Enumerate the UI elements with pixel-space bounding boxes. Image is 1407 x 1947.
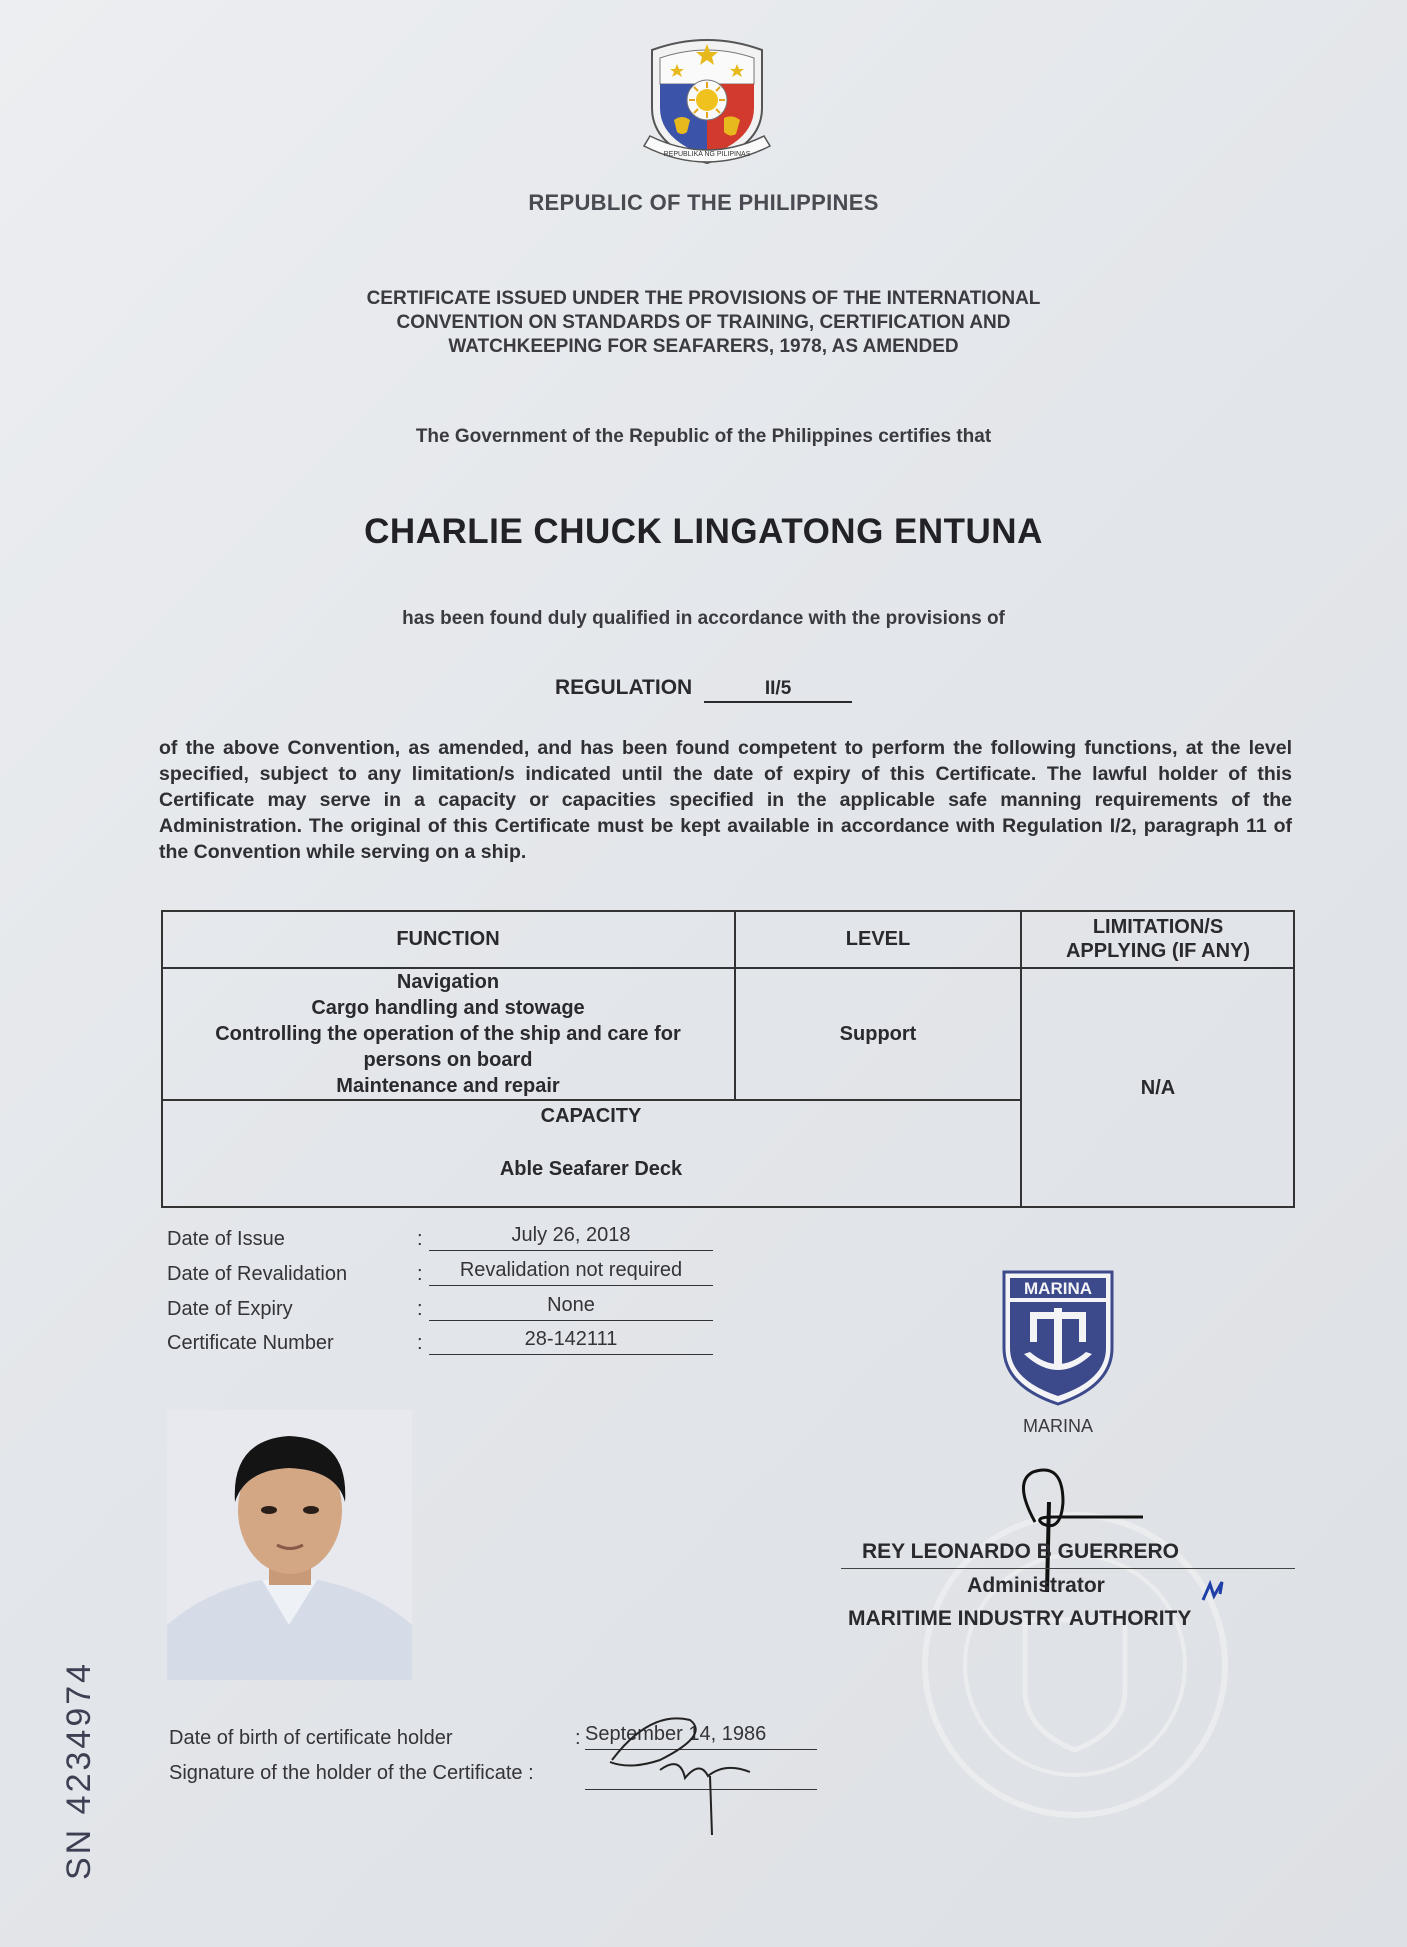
stcw-line-3: WATCHKEEPING FOR SEAFARERS, 1978, AS AMENDED bbox=[448, 336, 959, 357]
marina-logo-text: MARINA bbox=[1024, 1279, 1092, 1298]
level-value: Support bbox=[839, 1022, 917, 1045]
detail-value: July 26, 2018 bbox=[429, 1224, 713, 1251]
holder-photo bbox=[167, 1410, 412, 1680]
detail-label: Date of Issue bbox=[167, 1228, 285, 1250]
anchor-shield-icon bbox=[1000, 1268, 1116, 1408]
detail-value: 28-142111 bbox=[429, 1328, 713, 1355]
holder-name: CHARLIE CHUCK LINGATONG ENTUNA bbox=[364, 512, 1043, 551]
detail-colon: : bbox=[417, 1298, 423, 1320]
dob-value: September 14, 1986 bbox=[585, 1723, 817, 1750]
initial-mark-icon bbox=[1200, 1578, 1230, 1604]
regulation-value: II/5 bbox=[704, 677, 852, 703]
stcw-line-1: CERTIFICATE ISSUED UNDER THE PROVISIONS OF THE INTERNATIONAL bbox=[366, 288, 1041, 309]
detail-label: Certificate Number bbox=[167, 1332, 334, 1354]
official-signature bbox=[993, 1462, 1163, 1592]
marina-caption: MARINA bbox=[1022, 1416, 1093, 1436]
header-limitation bbox=[1021, 910, 1295, 968]
detail-label: Date of Expiry bbox=[167, 1298, 293, 1320]
detail-row-revalidation bbox=[167, 1259, 727, 1291]
official-title: Administrator bbox=[967, 1574, 1105, 1597]
detail-row-expiry bbox=[167, 1294, 727, 1326]
capacity-label: CAPACITY bbox=[540, 1104, 642, 1127]
official-signature-line bbox=[841, 1568, 1295, 1569]
header-limitation-line1: LIMITATION/S bbox=[1092, 916, 1224, 938]
holder-signature bbox=[600, 1700, 770, 1840]
stcw-statement bbox=[0, 287, 1407, 359]
detail-row-issue bbox=[167, 1224, 727, 1256]
functions-table bbox=[161, 910, 1295, 1208]
limitation-value: N/A bbox=[1140, 1076, 1176, 1099]
detail-colon: : bbox=[417, 1332, 423, 1354]
dob-label: Date of birth of certificate holder bbox=[169, 1727, 453, 1749]
capacity-value: Able Seafarer Deck bbox=[499, 1157, 683, 1180]
republic-heading: REPUBLIC OF THE PHILIPPINES bbox=[528, 190, 879, 215]
function-item: Maintenance and repair bbox=[336, 1075, 560, 1097]
philippine-coat-of-arms-icon bbox=[632, 28, 782, 178]
detail-label: Date of Revalidation bbox=[167, 1263, 348, 1285]
function-item: persons on board bbox=[363, 1049, 533, 1071]
header-function: FUNCTION bbox=[396, 927, 500, 950]
detail-colon: : bbox=[417, 1263, 423, 1285]
seal-motto: REPUBLIKA NG PILIPINAS bbox=[663, 151, 751, 158]
regulation-line bbox=[0, 676, 1407, 703]
stcw-line-2: CONVENTION ON STANDARDS OF TRAINING, CERTIFICATION AND bbox=[396, 312, 1011, 333]
detail-value: None bbox=[429, 1294, 713, 1321]
competence-paragraph: of the above Convention, as amended, and has been found competent to perform the following functions, at the level specified, subject to any limitation/s indicated until the date of expiry of this Certificate. The lawful holder of this Certificate may serve in a capacity or capacities specified in the applicable safe manning requirements of the Administration. The original of this Certificate must be kept available in accordance with Regulation I/2, paragraph 11 of the Convention while serving on a ship. bbox=[159, 737, 1292, 863]
certifies-text: The Government of the Republic of the Philippines certifies that bbox=[415, 426, 992, 447]
regulation-label: REGULATION bbox=[554, 676, 693, 699]
header-limitation-line2: APPLYING (IF ANY) bbox=[1065, 940, 1251, 962]
detail-value: Revalidation not required bbox=[429, 1259, 713, 1286]
holder-signature-label: Signature of the holder of the Certificate : bbox=[169, 1762, 534, 1784]
detail-row-certificate-number bbox=[167, 1328, 727, 1360]
qualified-text: has been found duly qualified in accordance with the provisions of bbox=[402, 608, 1005, 629]
function-item: Controlling the operation of the ship and care for bbox=[215, 1023, 681, 1045]
official-name: REY LEONARDO B GUERRERO bbox=[862, 1540, 1179, 1563]
function-list bbox=[161, 968, 735, 1100]
function-item: Navigation bbox=[396, 971, 500, 993]
official-organization: MARITIME INDUSTRY AUTHORITY bbox=[848, 1607, 1192, 1630]
function-item: Cargo handling and stowage bbox=[311, 997, 585, 1019]
header-level: LEVEL bbox=[845, 927, 911, 950]
dob-colon: : bbox=[575, 1727, 581, 1749]
serial-number: SN 4234974 bbox=[60, 1660, 98, 1880]
detail-colon: : bbox=[417, 1228, 423, 1250]
